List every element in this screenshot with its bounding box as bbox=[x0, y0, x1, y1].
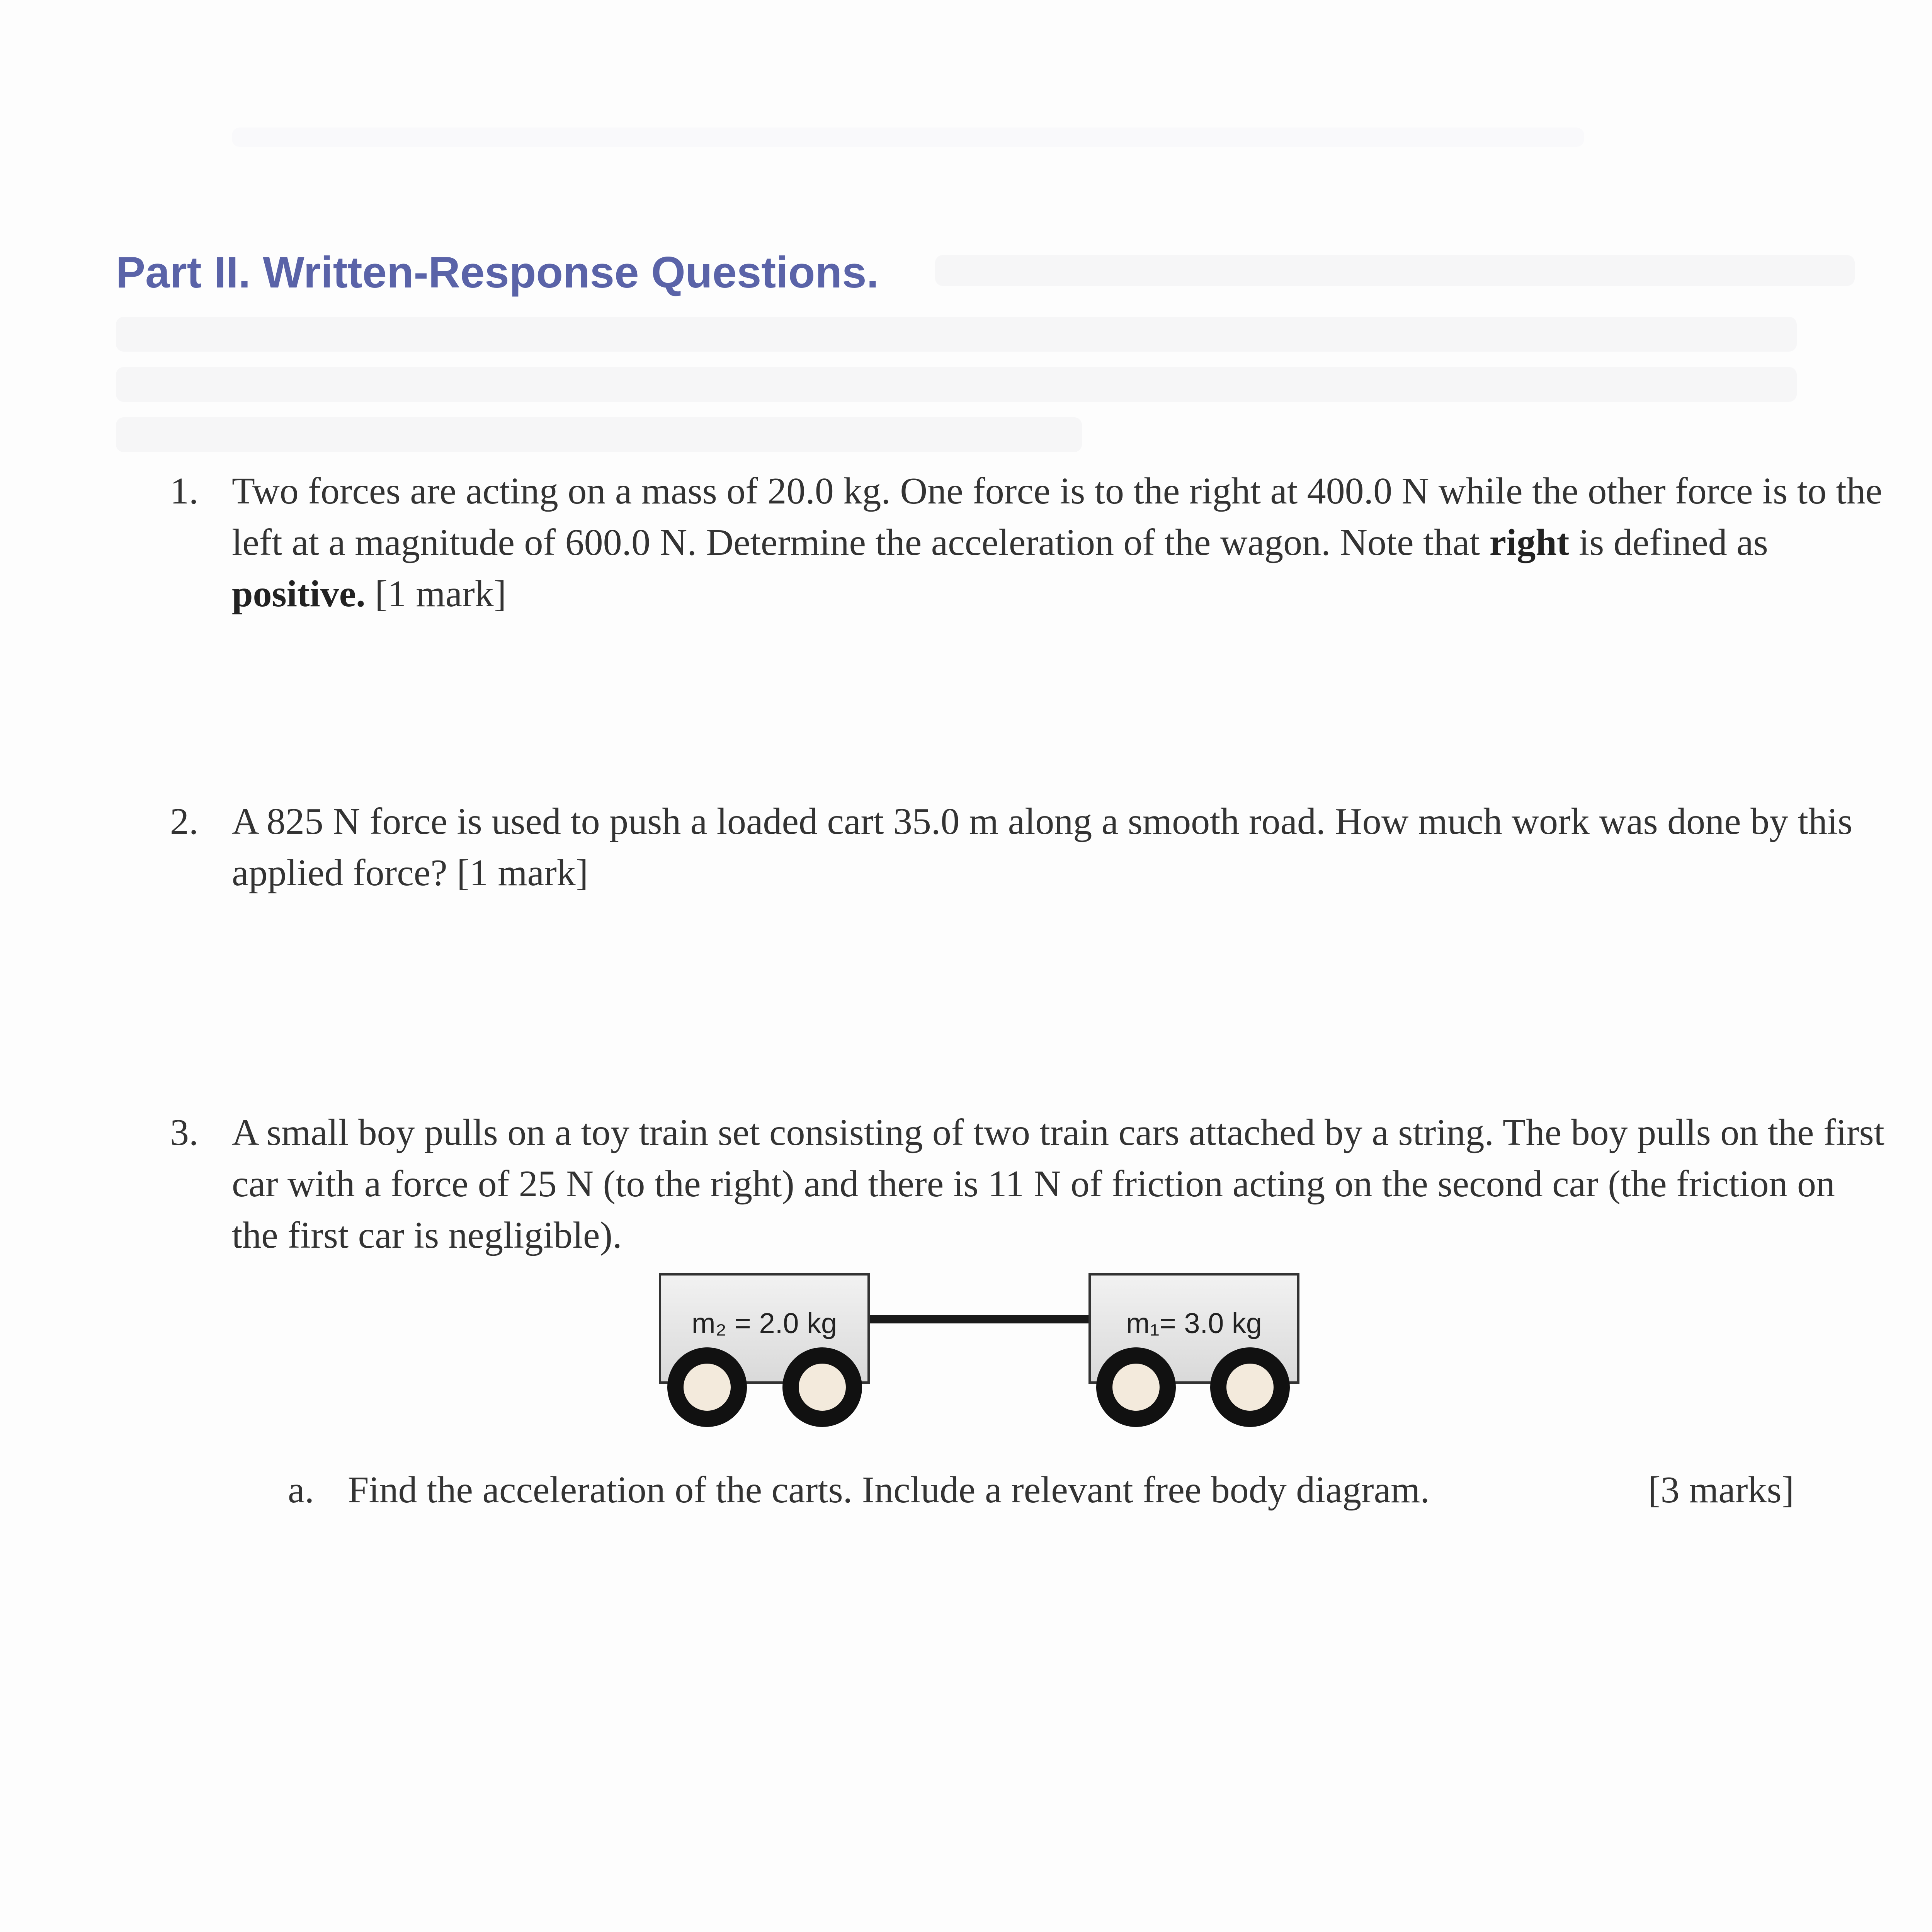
ghost-text-line-4 bbox=[116, 417, 1082, 452]
question-text-part: is defined as bbox=[1569, 522, 1768, 563]
subpart-letter: a. bbox=[288, 1469, 314, 1511]
question-number: 3. bbox=[170, 1112, 199, 1153]
section-heading: Part II. Written-Response Questions. bbox=[116, 248, 879, 297]
emphasis-positive: positive. bbox=[232, 573, 366, 615]
ghost-text-line-2 bbox=[116, 317, 1797, 352]
cart-m2-wheel-left bbox=[675, 1355, 739, 1419]
question-2 bbox=[170, 796, 1886, 899]
subpart-a bbox=[288, 1464, 1795, 1516]
cart-m1-wheel-right bbox=[1218, 1355, 1282, 1419]
ghost-text-header bbox=[232, 128, 1584, 147]
question-text: A small boy pulls on a toy train set consisting of two train cars attached by a string. The boy pulls on the first car with a force of 25 N (to the right) and there is 11 N of friction acting on the second car (the friction on the first car is negligible). bbox=[232, 1112, 1884, 1256]
subpart-text: Find the acceleration of the carts. Include a relevant free body diagram. bbox=[348, 1469, 1430, 1511]
ghost-text-line-1 bbox=[935, 255, 1855, 286]
question-number: 2. bbox=[170, 801, 199, 842]
train-cars-diagram bbox=[653, 1271, 1310, 1435]
question-1 bbox=[170, 466, 1886, 620]
cart-m1-label: m₁= 3.0 kg bbox=[1126, 1307, 1262, 1339]
cart-m2-wheel-right bbox=[791, 1355, 854, 1419]
cart-m1-wheel-left bbox=[1104, 1355, 1168, 1419]
emphasis-right: right bbox=[1489, 522, 1570, 563]
question-text-part: Two forces are acting on a mass of 20.0 kg. One force is to the right at 400.0 N while the other force is to the left at a magnitude of 600.0 N. Determine the acceleration of the wagon. Note that bbox=[232, 470, 1883, 563]
question-3 bbox=[170, 1107, 1886, 1261]
question-marks: [1 mark] bbox=[365, 573, 507, 615]
train-cars-svg bbox=[653, 1271, 1310, 1434]
question-text bbox=[232, 466, 1886, 620]
ghost-text-line-3 bbox=[116, 367, 1797, 402]
question-text: A 825 N force is used to push a loaded cart 35.0 m along a smooth road. How much work was done by this applied force? [1 mark] bbox=[232, 801, 1853, 894]
question-number: 1. bbox=[170, 470, 199, 512]
cart-m2-label: m₂ = 2.0 kg bbox=[691, 1307, 837, 1339]
subpart-a-marks: [3 marks] bbox=[1648, 1469, 1794, 1511]
